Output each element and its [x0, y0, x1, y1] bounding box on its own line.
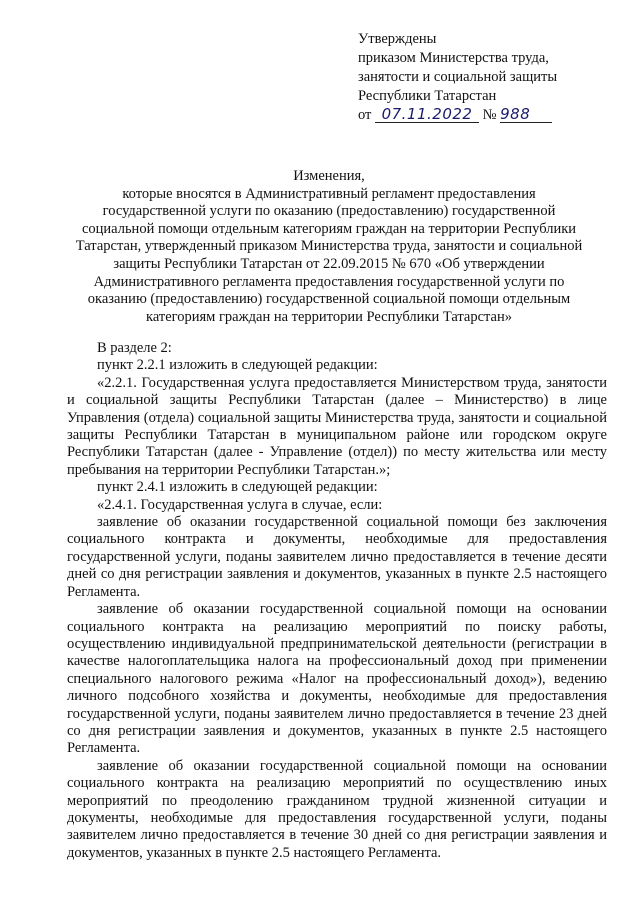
title-line: которые вносятся в Административный регламент предоставления: [122, 185, 536, 202]
item1-text: «2.2.1. Государственная услуга предоставляется Министерством труда, занятости и социальной защиты Республики Татарстан (далее – Министерство) в лице Управления (отдела) социальной защиты Министерства труда, занятости и социальной защиты Республики Татарстан в муниципальном районе или городском округе Республики Татарстан (далее - Управление (отдел)) по месту жительства или месту пребывания на территории Республики Татарстан.»;: [67, 374, 607, 478]
item2-paragraph-2: заявление об оказании государственной социальной помощи на основании социального контракта на реализацию мероприятий по поиску работы, осуществлению индивидуальной предпринимательской деятельности (регистрации в качестве налогоплательщика налога на профессиональный доход при применении специального налогового режима «Налог на профессиональный доход»), ведению личного подсобного хозяйства и документы, необходимые для предоставления государственной услуги, поданы заявителем лично предоставляется в течение 23 дней со дня регистрации заявления и документов, указанных в пункте 2.5 настоящего Регламента.: [67, 601, 607, 757]
title-line: оказанию (предоставлению) государственной социальной помощи отдельным: [87, 291, 571, 308]
handwritten-date: 07.11.2022: [375, 106, 479, 123]
document-body: [67, 340, 607, 862]
title-line: социальной помощи отдельным категориям граждан на территории Республики: [81, 220, 577, 237]
item2-heading: «2.4.1. Государственная услуга в случае, если:: [97, 496, 383, 513]
date-prefix: от: [358, 107, 372, 123]
number-prefix: №: [482, 107, 497, 123]
title-line: Административного регламента предоставления государственной услуги по: [93, 273, 565, 290]
approval-date-row: [358, 106, 618, 125]
document-title: [62, 168, 596, 326]
title-line: защиты Республики Татарстан от 22.09.2015 № 670 «Об утверждении: [113, 255, 545, 272]
title-heading: Изменения,: [293, 168, 365, 184]
title-line: категориям граждан на территории Республики Татарстан»: [146, 308, 512, 325]
item2-intro: пункт 2.4.1 изложить в следующей редакции:: [97, 479, 378, 496]
approval-line-4: Республики Татарстан: [358, 88, 497, 104]
approval-line-3: занятости и социальной защиты: [358, 69, 558, 85]
item2-paragraph-3: заявление об оказании государственной социальной помощи на основании социального контракта на реализацию мероприятий по осуществлению иных мероприятий по преодолению гражданином трудной жизненной ситуации и документы, необходимые для предоставления государственной услуги, поданы заявителем лично предоставляется в течение 30 дней со дня регистрации заявления и документов, указанных в пункте 2.5 настоящего Регламента.: [67, 757, 607, 861]
item1-intro: пункт 2.2.1 изложить в следующей редакции:: [97, 357, 378, 374]
item2-paragraph-1: заявление об оказании государственной социальной помощи без заключения социального контракта и документы, необходимые для предоставления государственной услуги, поданы заявителем лично предоставляется в течение десяти дней со дня регистрации заявления и документов, указанных в пункте 2.5 настоящего Регламента.: [67, 514, 607, 600]
approval-line-2: приказом Министерства труда,: [358, 50, 549, 66]
section-heading: В разделе 2:: [97, 340, 172, 356]
handwritten-number: 988: [500, 106, 552, 123]
approval-line-1: Утверждены: [358, 31, 437, 47]
title-line: государственной услуги по оказанию (предоставлению) государственной: [102, 203, 556, 220]
title-line: Татарстан, утвержденный приказом Министерства труда, занятости и социальной: [75, 238, 583, 255]
approval-stamp-block: [358, 30, 618, 125]
